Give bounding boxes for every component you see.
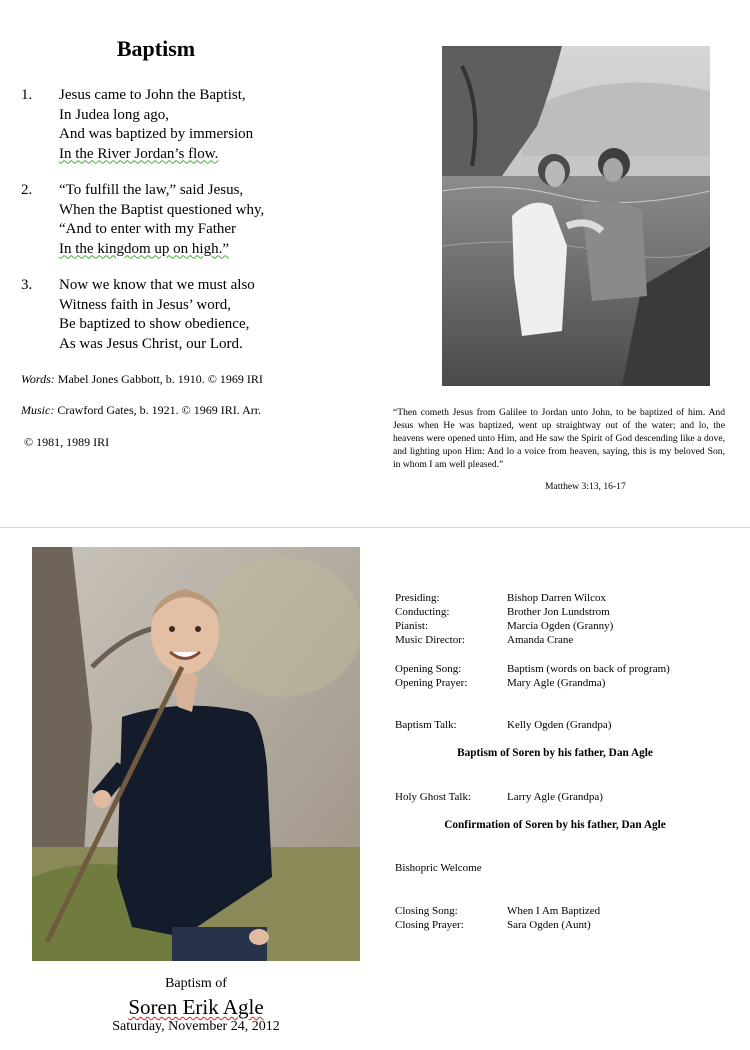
program-person: Amanda Crane [507,634,574,646]
verse-line: Be baptized to show obedience, [59,316,250,332]
verse-line: When the Baptist questioned why, [59,201,265,218]
program-role: Conducting: [395,606,450,618]
program-role: Music Director: [395,634,465,646]
program-person: Bishop Darren Wilcox [507,592,606,604]
candidate-name: Soren Erik Agle [128,995,264,1019]
program-role: Holy Ghost Talk: [395,791,472,803]
program-role: Presiding: [395,592,440,604]
program-person: Larry Agle (Grandpa) [507,791,603,803]
verse-line: As was Jesus Christ, our Lord. [59,335,243,352]
hymn-copyright: © 1981, 1989 IRI [24,435,110,449]
program-person: Kelly Ogden (Grandpa) [507,719,612,731]
hymn-verse-2 [21,181,351,261]
baptism-event: Baptism of Soren by his father, Dan Agle [457,747,653,759]
verse-line: “And to enter with my Father [59,221,237,237]
hymn-title: Baptism [116,36,196,61]
music-credit [21,403,261,418]
program-role: Closing Prayer: [395,919,464,931]
verse-line: Jesus came to John the Baptist, [59,87,246,103]
baptism-painting [442,46,710,386]
program-person: When I Am Baptized [507,905,601,917]
page-divider [0,527,750,528]
hymn-verse-3 [21,276,351,356]
verse-line: In Judea long ago, [59,106,169,123]
verse-line: In the kingdom up on high.” [59,240,229,257]
words-label: Words: [21,372,55,386]
caption-name [0,995,392,1020]
caption-title: Baptism of [165,976,227,991]
verse-line: “To fulfill the law,” said Jesus, [59,182,244,198]
program-person: Marcia Ogden (Granny) [507,620,614,632]
program-role: Closing Song: [395,905,458,917]
program-person: Baptism (words on back of program) [507,663,670,675]
verse-number: 2. [21,182,33,198]
verse-number: 1. [21,87,33,103]
verse-line: Witness faith in Jesus’ word, [59,296,232,313]
program-role: Baptism Talk: [395,719,457,731]
words-credit [21,372,263,387]
program-role: Pianist: [395,620,429,632]
boy-portrait-photo [32,547,360,961]
program-role: Bishopric Welcome [395,862,482,874]
program-person: Sara Ogden (Aunt) [507,919,591,931]
scripture-reference: Matthew 3:13, 16-17 [545,481,626,492]
program-role: Opening Prayer: [395,677,468,689]
music-text: Crawford Gates, b. 1921. © 1969 IRI. Arr. [57,403,262,417]
program-person: Mary Agle (Grandma) [507,677,606,689]
program-person: Brother Jon Lundstrom [507,606,610,618]
hymn-verse-1 [21,86,351,166]
words-text: Mabel Jones Gabbott, b. 1910. © 1969 IRI [57,372,263,386]
verse-line: In the River Jordan’s flow. [59,145,219,162]
confirmation-event: Confirmation of Soren by his father, Dan Agle [444,819,666,831]
scripture-quote: “Then cometh Jesus from Galilee to Jordan unto John, to be baptized of him. And Jesus when He was baptized, went up straightway out of the water; and lo, the heavens were opened unto Him, and He saw the Spirit of God descending like a dove, and lighting upon Him: And lo a voice from heaven, saying, this is my beloved Son, in whom I am well pleased.” [393,407,725,470]
verse-number: 3. [21,277,33,293]
music-label: Music: [21,403,55,417]
verse-line: And was baptized by immersion [59,126,254,142]
caption-date: Saturday, November 24, 2012 [112,1019,280,1034]
verse-line: Now we know that we must also [59,277,255,293]
program-role: Opening Song: [395,663,462,675]
